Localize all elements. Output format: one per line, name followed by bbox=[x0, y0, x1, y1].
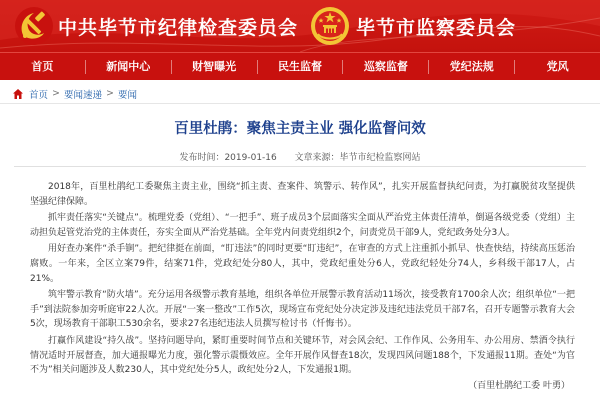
site-header bbox=[0, 0, 600, 52]
article-paragraph: 筑牢警示教育“防火墙”。充分运用各级警示教育基地，组织各单位开展警示教育活动11场次，接受教育1700余人次；组织单位“一把手”到法院参加旁听庭审22人次。开展“一案一整改”工作5次，现场宣布党纪处分决定涉及违纪违法党员干部7名，召开专题警示教育大会5次，现场教育干部职工530余名，要求27名违纪违法人员撰写检讨书（忏悔书）。 bbox=[30, 290, 575, 330]
source-value: 毕节市纪检监察网站 bbox=[339, 153, 421, 163]
national-emblem-icon bbox=[310, 6, 350, 46]
title-divider bbox=[14, 166, 586, 167]
nav-item-inspection-supervision[interactable]: 巡察监督 bbox=[363, 59, 408, 73]
breadcrumb-separator-icon: > bbox=[106, 88, 114, 99]
source-label: 文章来源： bbox=[294, 153, 340, 163]
article-body bbox=[30, 180, 575, 380]
nav-item-party-style[interactable]: 党风 bbox=[546, 59, 569, 73]
breadcrumb-news-express[interactable]: 要闻速递 bbox=[63, 89, 102, 101]
article-meta bbox=[0, 150, 600, 163]
breadcrumb-news[interactable]: 要闻 bbox=[117, 89, 137, 101]
nav-item-home[interactable]: 首页 bbox=[31, 59, 54, 73]
article-paragraph: 用好查办案件“杀手锏”。把纪律挺在前面，“盯违法”的同时更要“盯违纪”，在审查的方式上注重抓小抓早、快查快结，持续高压惩治腐败。一年来，全区立案79件，结案71件，党政纪处分80人，其中，党政纪重处分6人，党政纪轻处分74人，乡科级干部17人，占21%。 bbox=[30, 244, 575, 284]
article-paragraph: 抓牢责任落实“关键点”。梳理党委（党组）、“一把手”、班子成员3个层面落实全面从严治党主体责任清单，倒逼各级党委（党组）主动担负起管党治党的主体责任，夯实全面从严治党基础。全年党内问责党组织2个，问责党员干部9人，党纪政务处分3人。 bbox=[30, 213, 575, 238]
published-label: 发布时间： bbox=[179, 153, 225, 163]
article-signature: （百里杜鹃纪工委 叶勇） bbox=[468, 381, 570, 391]
article-paragraph: 打赢作风建设“持久战”。坚持问题导向，紧盯重要时间节点和关键环节，对会风会纪、工作作风、公务用车、办公用房、禁酒令执行情况适时开展督查，加大通报曝光力度，强化警示震慑效应。全年开展作风督查18次，发现四风问题188个，下发通报11期。查处“为官不为”相关问题涉及人数230人，其中党纪处分5人，政纪处分2人，下发通报1期。 bbox=[30, 335, 575, 376]
nav-item-livelihood-supervision[interactable]: 民生监督 bbox=[278, 59, 322, 73]
breadcrumb-home[interactable]: 首页 bbox=[29, 89, 49, 101]
home-icon bbox=[12, 88, 24, 100]
header-title-left[interactable]: 中共毕节市纪律检查委员会 bbox=[58, 17, 299, 39]
header-title-right[interactable]: 毕节市监察委员会 bbox=[356, 17, 517, 39]
nav-item-exposure[interactable]: 财智曝光 bbox=[192, 59, 237, 73]
nav-item-party-regulations[interactable]: 党纪法规 bbox=[449, 59, 494, 73]
published-date: 2019-01-16 bbox=[224, 153, 277, 163]
main-nav bbox=[0, 52, 600, 80]
article-title: 百里杜鹃：聚焦主责主业 强化监督问效 bbox=[174, 121, 426, 137]
breadcrumb bbox=[0, 84, 600, 104]
article-paragraph: 2018年，百里杜鹃纪工委聚焦主责主业，围绕“抓主责、查案件、筑警示、转作风”，扎实开展监督执纪问责，为打赢脱贫攻坚提供坚强纪律保障。 bbox=[30, 182, 575, 207]
breadcrumb-separator-icon: > bbox=[52, 88, 60, 99]
nav-item-news-center[interactable]: 新闻中心 bbox=[106, 59, 151, 73]
party-emblem-icon bbox=[14, 6, 54, 46]
